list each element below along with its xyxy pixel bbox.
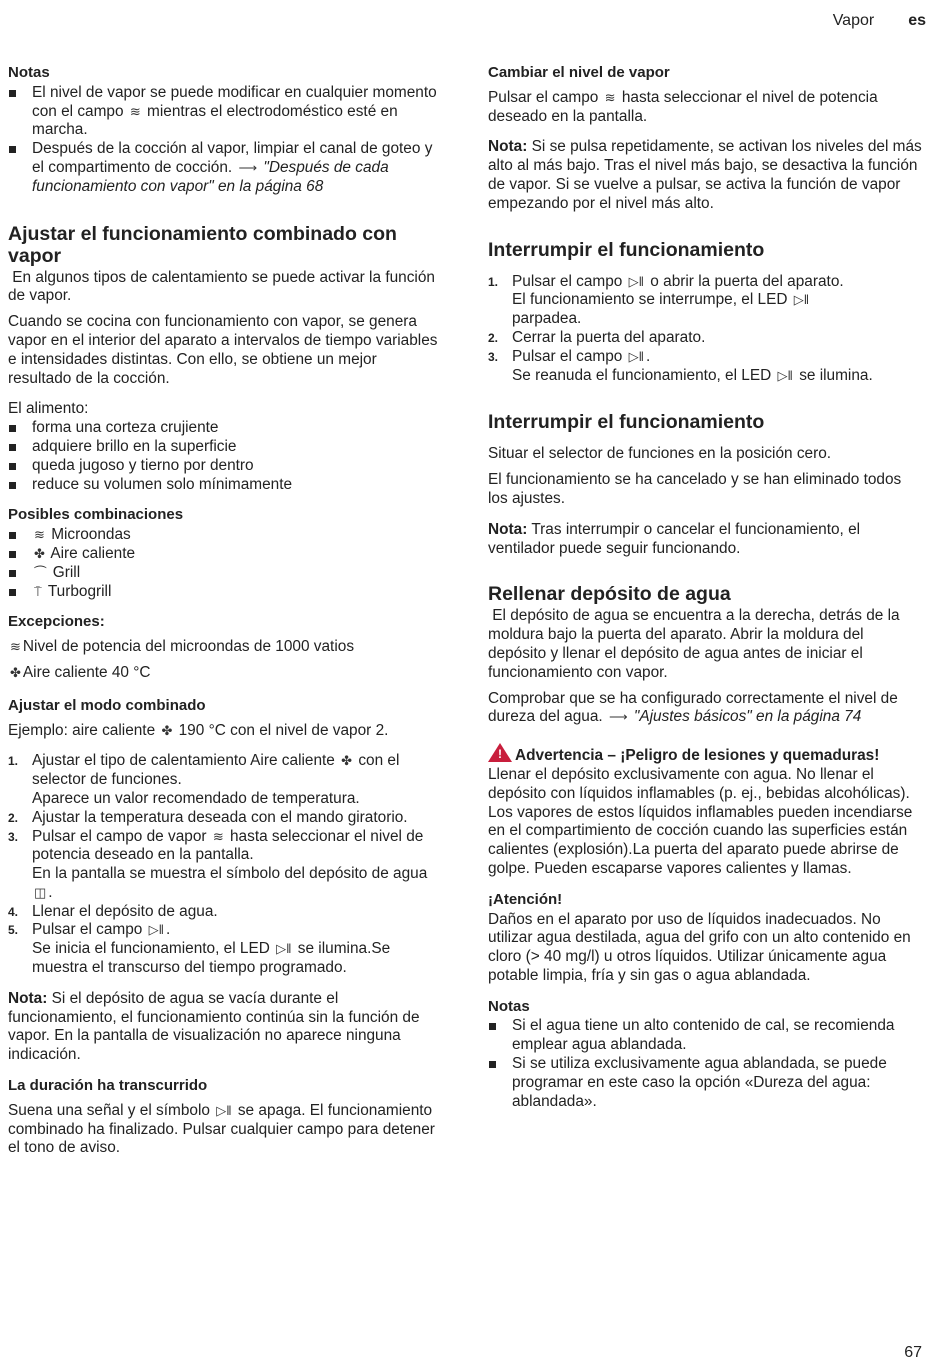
list-item: 1. Pulsar el campo ▷‖ o abrir la puerta del aparato. El funcionamiento se interrumpe, el LED ▷‖ parpadea. xyxy=(488,272,844,328)
paragraph: Nota: Tras interrumpir o cancelar el funcionamiento, el ventilador puede seguir funcionando. xyxy=(488,520,861,557)
cambiar-heading: Cambiar el nivel de vapor xyxy=(488,64,670,81)
steam-field-icon: ≋ xyxy=(212,828,224,844)
steps-list xyxy=(8,752,444,978)
list-item: adquiere brillo en la superficie xyxy=(8,438,444,457)
start-stop-icon: ▷‖ xyxy=(628,273,645,289)
start-stop-icon: ▷‖ xyxy=(777,367,793,383)
list-item: ✤ Aire caliente xyxy=(8,545,444,564)
heading-interrumpir-cancelar: Interrumpir el funcionamiento xyxy=(488,411,765,434)
notas-heading: Notas xyxy=(488,997,530,1015)
notas-list xyxy=(8,84,444,197)
hot-air-icon: ✤ xyxy=(161,722,173,738)
list-item: Después de la cocción al vapor, limpiar el canal de goteo y el compartimento de cocción. ⟶ "Después de cada funcionamiento con vapor" en la página 68 xyxy=(8,140,444,196)
steam-field-icon: ≋ xyxy=(129,103,141,119)
duracion-heading: La duración ha transcurrido xyxy=(8,1077,208,1095)
list-item: queda jugoso y tierno por dentro xyxy=(8,457,444,476)
start-stop-icon: ▷‖ xyxy=(276,941,292,957)
page-number: 67 xyxy=(904,1344,922,1361)
paragraph: Suena una señal y el símbolo ▷‖ se apaga. El funcionamiento combinado ha finalizado. Pulsar cualquier campo para detener el tono de aviso. xyxy=(8,1101,435,1157)
list-item: 1. Ajustar el tipo de calentamiento Aire caliente ✤ con el selector de funciones. Aparece un valor recomendado de temperatura. xyxy=(8,752,400,807)
heading-rellenar: Rellenar depósito de agua xyxy=(488,583,731,606)
list-item: Si se utiliza exclusivamente agua ablandada, se puede programar en este caso la opción «Dureza del agua: ablandada». xyxy=(488,1055,924,1111)
paragraph: Nota: Si se pulsa repetidamente, se activan los niveles del más alto al más bajo. Tras el nivel más bajo, se desactiva la función de vapor. Si se vuelve a pulsar, se activa la función de vapor empezando por el nivel más alto. xyxy=(488,138,922,212)
paragraph: El funcionamiento se ha cancelado y se han eliminado todos los ajustes. xyxy=(488,471,902,507)
list-item: Si el agua tiene un alto contenido de cal, se recomienda emplear agua ablandada. xyxy=(488,1017,924,1055)
paragraph: El alimento: xyxy=(8,400,89,418)
heading-interrumpir: Interrumpir el funcionamiento xyxy=(488,238,765,261)
paragraph: Ejemplo: aire caliente ✤ 190 °C con el nivel de vapor 2. xyxy=(8,721,389,739)
list-item: ⏜ Grill xyxy=(8,564,444,583)
microwave-icon: ≋ xyxy=(10,639,21,655)
list-item: 4. Llenar el depósito de agua. xyxy=(8,902,218,920)
turbogrill-icon: ⍑ xyxy=(34,583,42,599)
language-code: es xyxy=(908,12,926,29)
paragraph: Nota: Si el depósito de agua se vacía durante el funcionamiento, el funcionamiento continúa sin la función de vapor. En la pantalla de visualización no aparece ninguna indicación. xyxy=(8,989,420,1064)
water-tank-icon: ◫ xyxy=(34,884,47,900)
paragraph: Daños en el aparato por uso de líquidos inadecuados. No utilizar agua destilada, agua del grifo con un alto contenido en cloro (> 40 mg/l) u otros líquidos. Utilizar únicamente agua potable limpia, fría y sin gas o agua ablandada. xyxy=(488,910,911,984)
warning-triangle-icon xyxy=(488,743,512,762)
paragraph: Cuando se cocina con funcionamiento con vapor, se genera vapor en el interior del aparato a intervalos de tiempo variables e intensidades distintas. Con ello, se obtiene un mejor resultado de la cocción. xyxy=(8,313,438,387)
paragraph: Comprobar que se ha configurado correctamente el nivel de dureza del agua. ⟶ "Ajustes básicos" en la página 74 xyxy=(488,689,898,726)
hot-air-icon: ✤ xyxy=(341,753,353,769)
notas-list xyxy=(488,1017,924,1111)
paragraph: En algunos tipos de calentamiento se puede activar la función de vapor. xyxy=(8,268,435,305)
list-item: 3. Pulsar el campo de vapor ≋ hasta seleccionar el nivel de potencia deseado en la pantalla. En la pantalla se muestra el símbolo del depósito de agua ◫ . xyxy=(8,827,428,901)
start-stop-icon: ▷‖ xyxy=(628,348,645,364)
running-header xyxy=(833,12,926,30)
steam-field-icon: ≋ xyxy=(604,89,616,105)
list-item: ≋ Microondas xyxy=(8,526,444,545)
right-column xyxy=(488,64,924,1119)
list-item: El nivel de vapor se puede modificar en cualquier momento con el campo ≋ mientras el electrodoméstico esté en marcha. xyxy=(8,84,444,140)
left-column xyxy=(8,64,444,1165)
cross-reference-link[interactable]: "Ajustes básicos" en la página 74 xyxy=(633,708,862,726)
list-item: reduce su volumen solo mínimamente xyxy=(8,476,444,495)
heading-combinado: Ajustar el funcionamiento combinado con vapor xyxy=(8,222,397,267)
combinaciones-list xyxy=(8,526,444,601)
arrow-right-icon: ⟶ xyxy=(238,159,258,175)
hot-air-icon: ✤ xyxy=(34,545,45,561)
paragraph: ✤ Aire caliente 40 °C xyxy=(10,663,151,681)
start-stop-icon: ▷‖ xyxy=(793,292,810,308)
paragraph: Pulsar el campo ≋ hasta seleccionar el nivel de potencia deseado en la pantalla. xyxy=(488,88,878,125)
paragraph: ≋ Nivel de potencia del microondas de 1000 vatios xyxy=(10,638,355,656)
list-item: 5. Pulsar el campo ▷‖ . Se inicia el funcionamiento, el LED ▷‖ se ilumina.Se muestra el transcurso del tiempo programado. xyxy=(8,921,391,977)
modo-heading: Ajustar el modo combinado xyxy=(8,696,206,714)
posibles-heading: Posibles combinaciones xyxy=(8,506,184,524)
list-item: ⍑ Turbogrill xyxy=(8,583,444,602)
warning-heading: !Advertencia – ¡Peligro de lesiones y quemaduras! xyxy=(488,743,924,766)
hot-air-icon: ✤ xyxy=(10,664,21,680)
interrumpir-steps xyxy=(488,273,924,386)
paragraph: Llenar el depósito exclusivamente con agua. No llenar el depósito con líquidos inflamables (p. ej., bebidas alcohólicas). Los vapores de estos líquidos inflamables pueden incendiarse en el compartimiento de cocción cuando las superficies están calientes (explosión).La puerta del aparato puede abrirse de golpe. Pueden escaparse vapores calientes y llamas. xyxy=(488,765,913,877)
list-item: 3. Pulsar el campo ▷‖ . Se reanuda el funcionamiento, el LED ▷‖ se ilumina. xyxy=(488,347,873,384)
alimento-list xyxy=(8,419,444,494)
arrow-right-icon: ⟶ xyxy=(608,709,628,725)
grill-icon: ⏜ xyxy=(34,564,47,580)
list-item: 2. Cerrar la puerta del aparato. xyxy=(488,328,706,346)
list-item: forma una corteza crujiente xyxy=(8,419,444,438)
paragraph: Situar el selector de funciones en la posición cero. xyxy=(488,445,832,463)
start-stop-icon: ▷‖ xyxy=(216,1102,232,1118)
paragraph: El depósito de agua se encuentra a la derecha, detrás de la moldura bajo la puerta del aparato. Abrir la moldura del depósito y llenar el depósito de agua antes de iniciar el funcionamiento con vapor. xyxy=(488,607,900,681)
list-item: 2. Ajustar la temperatura deseada con el mando giratorio. xyxy=(8,808,408,826)
notas-heading: Notas xyxy=(8,64,50,81)
cross-reference-link[interactable]: "Después de cada funcionamiento con vapor" en la página 68 xyxy=(32,158,389,195)
microwave-icon: ≋ xyxy=(34,527,45,543)
atencion-heading: ¡Atención! xyxy=(488,890,563,908)
start-stop-icon: ▷‖ xyxy=(148,922,165,938)
excepciones-heading: Excepciones: xyxy=(8,613,105,631)
section-name: Vapor xyxy=(832,12,875,29)
